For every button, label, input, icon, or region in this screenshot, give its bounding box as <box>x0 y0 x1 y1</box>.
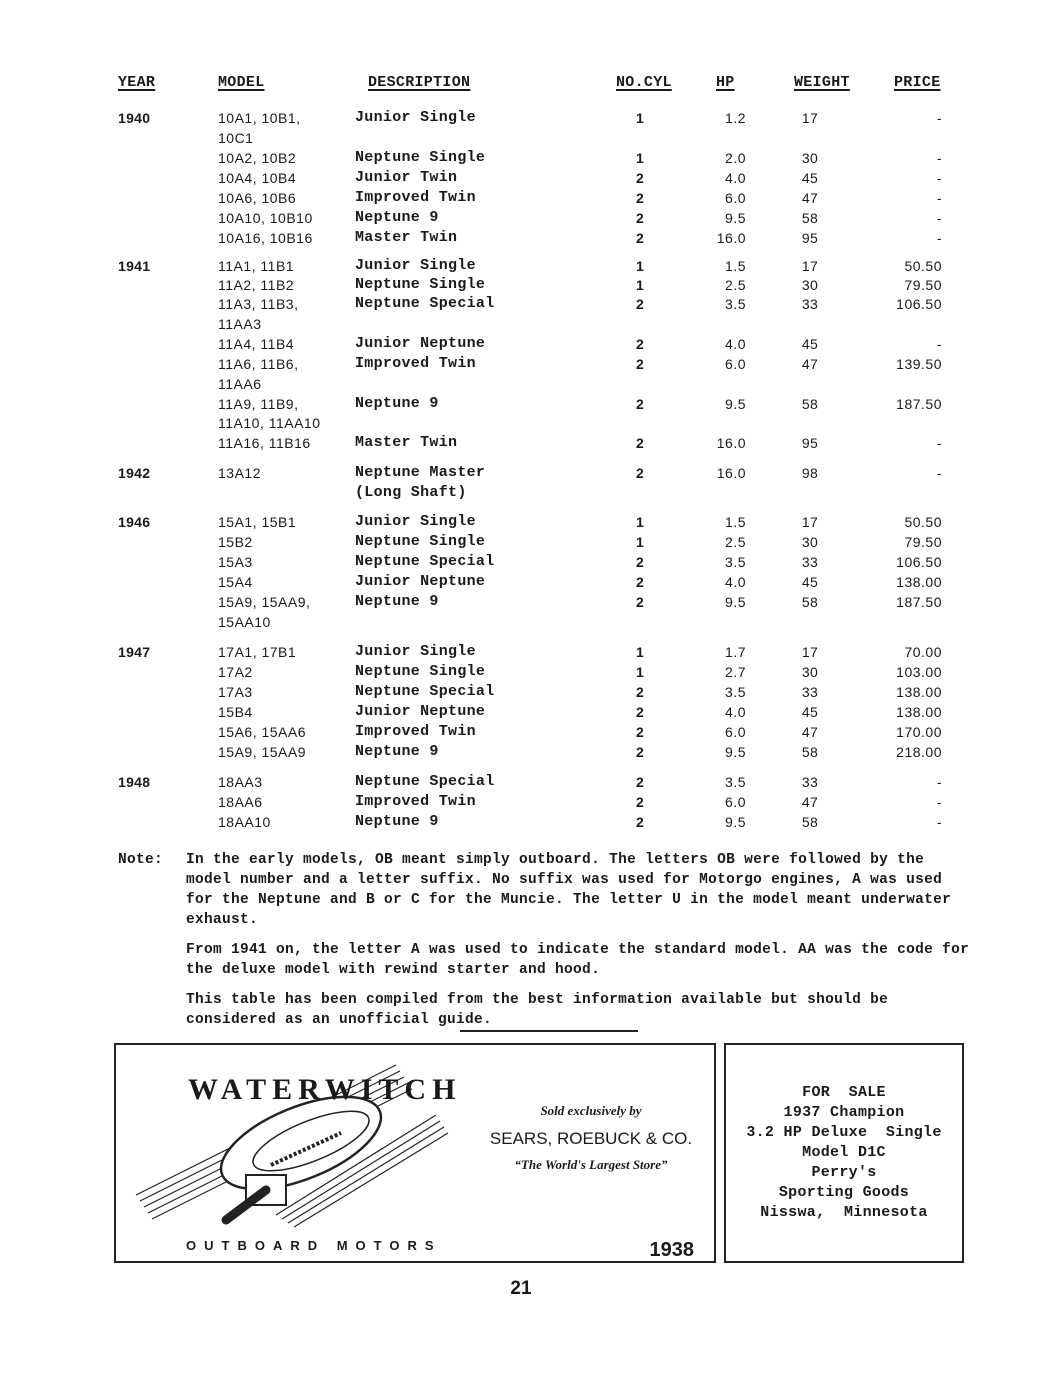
cell-model: 18AA10 <box>218 814 271 830</box>
cell-description: Neptune Special <box>355 295 495 312</box>
cell-description: Neptune Single <box>355 149 486 166</box>
cell-model: 11A16, 11B16 <box>218 435 311 451</box>
table-row <box>0 642 1042 662</box>
cell-weight: 30 <box>801 277 819 293</box>
header-model: MODEL <box>218 74 265 91</box>
table-row <box>0 463 1042 483</box>
cell-model: 11A4, 11B4 <box>218 336 295 352</box>
table-row <box>0 742 1042 762</box>
cell-no-cyl: 2 <box>635 296 645 312</box>
cell-price: - <box>936 190 942 206</box>
cell-weight: 17 <box>801 514 819 530</box>
header-no-cyl: NO.CYL <box>616 74 672 91</box>
cell-year: 1942 <box>118 465 151 481</box>
for-sale-line: 3.2 HP Deluxe Single <box>746 1124 942 1141</box>
header-description: DESCRIPTION <box>368 74 471 91</box>
cell-hp: 16.0 <box>716 230 746 246</box>
cell-hp: 4.0 <box>725 170 746 186</box>
note-paragraph: This table has been compiled from the best information available but should be considered as an unofficial guide. <box>186 992 889 1028</box>
cell-description: Neptune Special <box>355 553 495 570</box>
cell-price: - <box>936 110 942 126</box>
cell-model: 17A2 <box>218 664 253 680</box>
cell-no-cyl: 2 <box>635 744 645 760</box>
cell-weight: 47 <box>801 724 819 740</box>
cell-description: Neptune Special <box>355 773 495 790</box>
table-row <box>0 812 1042 832</box>
cell-weight: 58 <box>801 814 819 830</box>
cell-weight: 58 <box>801 396 819 412</box>
cell-weight: 98 <box>801 465 819 481</box>
for-sale-text <box>726 1083 962 1223</box>
cell-hp: 16.0 <box>716 435 746 451</box>
cell-hp: 6.0 <box>725 356 746 372</box>
cell-hp: 9.5 <box>725 594 746 610</box>
cell-hp: 2.5 <box>725 534 746 550</box>
cell-model: 11A9, 11B9, <box>218 396 299 412</box>
cell-hp: 16.0 <box>716 465 746 481</box>
cell-description: Neptune 9 <box>355 209 439 226</box>
cell-hp: 3.5 <box>725 554 746 570</box>
cell-description: (Long Shaft) <box>355 484 467 501</box>
ad-brand-name: WATERWITCH <box>188 1073 462 1106</box>
cell-price: - <box>936 336 942 352</box>
cell-description: Neptune 9 <box>355 593 439 610</box>
header-price: PRICE <box>894 74 941 91</box>
cell-no-cyl: 2 <box>635 794 645 810</box>
cell-price: - <box>936 814 942 830</box>
table-row <box>0 592 1042 612</box>
cell-weight: 58 <box>801 594 819 610</box>
cell-description: Master Twin <box>355 229 458 246</box>
table-row <box>0 294 1042 314</box>
cell-weight: 33 <box>801 774 819 790</box>
cell-model: 18AA6 <box>218 794 263 810</box>
for-sale-line: 1937 Champion <box>783 1104 905 1121</box>
cell-price: - <box>936 774 942 790</box>
table-row <box>0 334 1042 354</box>
table-row <box>0 275 1042 295</box>
ad-seller: SEARS, ROEBUCK & CO. <box>489 1129 693 1148</box>
cell-model: 10A6, 10B6 <box>218 190 297 206</box>
cell-price: 103.00 <box>896 664 942 680</box>
table-row <box>0 314 1042 334</box>
cell-price: 79.50 <box>904 534 942 550</box>
cell-hp: 6.0 <box>725 190 746 206</box>
table-row <box>0 662 1042 682</box>
cell-hp: 9.5 <box>725 744 746 760</box>
cell-price: 70.00 <box>904 644 942 660</box>
cell-hp: 6.0 <box>725 794 746 810</box>
table-row <box>0 552 1042 572</box>
cell-hp: 6.0 <box>725 724 746 740</box>
table-row <box>0 208 1042 228</box>
ad-year: 1938 <box>649 1239 694 1261</box>
cell-price: - <box>936 465 942 481</box>
table-row <box>0 772 1042 792</box>
cell-description: Junior Neptune <box>355 335 486 352</box>
cell-hp: 9.5 <box>725 210 746 226</box>
cell-model: 15AA10 <box>218 614 271 630</box>
table-row <box>0 682 1042 702</box>
cell-price: 50.50 <box>904 258 942 274</box>
cell-price: 138.00 <box>896 704 942 720</box>
cell-price: 187.50 <box>896 594 942 610</box>
cell-weight: 17 <box>801 110 819 126</box>
cell-model: 15A9, 15AA9 <box>218 744 307 760</box>
note-label: Note: <box>118 852 164 868</box>
cell-model: 11AA3 <box>218 316 262 332</box>
cell-no-cyl: 1 <box>635 514 645 530</box>
cell-weight: 30 <box>801 664 819 680</box>
cell-weight: 47 <box>801 356 819 372</box>
note-paragraph: In the early models, OB meant simply outboard. The letters OB were followed by the model number and a letter suffix. No suffix was used for Motorgo engines, A was used for the Neptune and B or C for the Muncie. The letter U in the model meant underwater exhaust. <box>186 852 952 928</box>
cell-price: 218.00 <box>896 744 942 760</box>
cell-description: Improved Twin <box>355 355 476 372</box>
cell-description: Neptune 9 <box>355 743 439 760</box>
cell-price: - <box>936 794 942 810</box>
cell-description: Junior Single <box>355 109 476 126</box>
cell-description: Junior Single <box>355 257 476 274</box>
cell-price: 50.50 <box>904 514 942 530</box>
cell-weight: 33 <box>801 684 819 700</box>
cell-no-cyl: 2 <box>635 684 645 700</box>
cell-model: 15A4 <box>218 574 253 590</box>
cell-model: 10A10, 10B10 <box>218 210 313 226</box>
cell-weight: 17 <box>801 258 819 274</box>
table-row <box>0 394 1042 414</box>
cell-weight: 47 <box>801 190 819 206</box>
cell-description: Neptune 9 <box>355 813 439 830</box>
cell-no-cyl: 2 <box>635 356 645 372</box>
cell-weight: 58 <box>801 210 819 226</box>
cell-model: 10A1, 10B1, <box>218 110 301 126</box>
table-row <box>0 148 1042 168</box>
cell-no-cyl: 2 <box>635 465 645 481</box>
cell-description: Neptune Single <box>355 276 486 293</box>
for-sale-line: FOR SALE <box>802 1084 886 1101</box>
cell-description: Neptune Master <box>355 464 486 481</box>
table-row <box>0 572 1042 592</box>
cell-no-cyl: 1 <box>635 110 645 126</box>
cell-model: 15A3 <box>218 554 253 570</box>
ad-footer: OUTBOARD MOTORS <box>186 1238 442 1253</box>
cell-no-cyl: 2 <box>635 170 645 186</box>
cell-model: 13A12 <box>218 465 261 481</box>
cell-description: Neptune Single <box>355 663 486 680</box>
cell-hp: 9.5 <box>725 814 746 830</box>
for-sale-line: Sporting Goods <box>778 1184 910 1201</box>
table-row <box>0 612 1042 632</box>
cell-year: 1941 <box>118 258 151 274</box>
table-row <box>0 702 1042 722</box>
cell-model: 15A9, 15AA9, <box>218 594 311 610</box>
cell-weight: 95 <box>801 435 819 451</box>
cell-model: 17A1, 17B1 <box>218 644 297 660</box>
table-row <box>0 188 1042 208</box>
table-row <box>0 354 1042 374</box>
cell-year: 1948 <box>118 774 151 790</box>
ad-slogan: “The World's Largest Store” <box>514 1157 668 1172</box>
cell-hp: 3.5 <box>725 774 746 790</box>
cell-description: Neptune 9 <box>355 395 439 412</box>
cell-model: 10C1 <box>218 130 254 146</box>
cell-no-cyl: 2 <box>635 190 645 206</box>
cell-model: 11A2, 11B2 <box>218 277 295 293</box>
cell-price: 79.50 <box>904 277 942 293</box>
cell-no-cyl: 1 <box>635 664 645 680</box>
cell-no-cyl: 2 <box>635 230 645 246</box>
cell-model: 18AA3 <box>218 774 263 790</box>
cell-price: 138.00 <box>896 574 942 590</box>
cell-description: Master Twin <box>355 434 458 451</box>
cell-hp: 1.5 <box>725 514 746 530</box>
cell-no-cyl: 2 <box>635 396 645 412</box>
waterwitch-advertisement <box>114 1043 716 1263</box>
table-row <box>0 228 1042 248</box>
cell-price: 106.50 <box>896 296 942 312</box>
cell-no-cyl: 2 <box>635 336 645 352</box>
cell-hp: 4.0 <box>725 704 746 720</box>
cell-description: Junior Single <box>355 513 476 530</box>
table-row <box>0 108 1042 128</box>
cell-no-cyl: 1 <box>635 534 645 550</box>
cell-no-cyl: 2 <box>635 435 645 451</box>
table-row <box>0 374 1042 394</box>
header-weight: WEIGHT <box>794 74 850 91</box>
cell-description: Neptune Special <box>355 683 495 700</box>
cell-year: 1940 <box>118 110 151 126</box>
cell-hp: 1.5 <box>725 258 746 274</box>
cell-model: 11AA6 <box>218 376 262 392</box>
cell-price: - <box>936 210 942 226</box>
header-year: YEAR <box>118 74 156 91</box>
cell-no-cyl: 2 <box>635 594 645 610</box>
header-hp: HP <box>716 74 735 91</box>
cell-hp: 4.0 <box>725 336 746 352</box>
cell-weight: 30 <box>801 150 819 166</box>
for-sale-box <box>724 1043 964 1263</box>
cell-no-cyl: 1 <box>635 644 645 660</box>
for-sale-line: Nisswa, Minnesota <box>760 1204 928 1221</box>
table-row <box>0 168 1042 188</box>
cell-model: 15B4 <box>218 704 253 720</box>
cell-model: 10A16, 10B16 <box>218 230 313 246</box>
cell-price: - <box>936 435 942 451</box>
cell-description: Neptune Single <box>355 533 486 550</box>
cell-no-cyl: 2 <box>635 814 645 830</box>
cell-no-cyl: 2 <box>635 774 645 790</box>
cell-price: 187.50 <box>896 396 942 412</box>
note-body <box>186 850 976 1040</box>
cell-no-cyl: 1 <box>635 258 645 274</box>
cell-price: - <box>936 150 942 166</box>
cell-weight: 47 <box>801 794 819 810</box>
cell-no-cyl: 2 <box>635 210 645 226</box>
table-row <box>0 792 1042 812</box>
cell-hp: 1.7 <box>725 644 746 660</box>
cell-hp: 4.0 <box>725 574 746 590</box>
cell-hp: 3.5 <box>725 684 746 700</box>
cell-price: 106.50 <box>896 554 942 570</box>
cell-weight: 33 <box>801 554 819 570</box>
cell-weight: 33 <box>801 296 819 312</box>
cell-price: 138.00 <box>896 684 942 700</box>
cell-description: Improved Twin <box>355 793 476 810</box>
cell-model: 15A1, 15B1 <box>218 514 297 530</box>
note-paragraph: From 1941 on, the letter A was used to indicate the standard model. AA was the code for the deluxe model with rewind starter and hood. <box>186 942 970 978</box>
cell-price: - <box>936 230 942 246</box>
cell-model: 10A4, 10B4 <box>218 170 297 186</box>
table-row <box>0 433 1042 453</box>
cell-description: Improved Twin <box>355 189 476 206</box>
cell-no-cyl: 2 <box>635 554 645 570</box>
cell-no-cyl: 1 <box>635 150 645 166</box>
cell-model: 11A6, 11B6, <box>218 356 299 372</box>
cell-model: 11A10, 11AA10 <box>218 415 321 431</box>
cell-model: 15A6, 15AA6 <box>218 724 307 740</box>
cell-hp: 2.0 <box>725 150 746 166</box>
cell-hp: 9.5 <box>725 396 746 412</box>
cell-model: 11A1, 11B1 <box>218 258 295 274</box>
cell-price: - <box>936 170 942 186</box>
ad-sold-by: Sold exclusively by <box>540 1103 642 1118</box>
cell-weight: 30 <box>801 534 819 550</box>
cell-hp: 2.7 <box>725 664 746 680</box>
cell-year: 1947 <box>118 644 151 660</box>
cell-weight: 58 <box>801 744 819 760</box>
cell-weight: 95 <box>801 230 819 246</box>
cell-hp: 2.5 <box>725 277 746 293</box>
cell-no-cyl: 1 <box>635 277 645 293</box>
cell-model: 17A3 <box>218 684 253 700</box>
table-row <box>0 128 1042 148</box>
cell-no-cyl: 2 <box>635 724 645 740</box>
cell-description: Junior Twin <box>355 169 458 186</box>
cell-weight: 45 <box>801 704 819 720</box>
cell-no-cyl: 2 <box>635 574 645 590</box>
table-row <box>0 532 1042 552</box>
cell-weight: 17 <box>801 644 819 660</box>
cell-model: 15B2 <box>218 534 253 550</box>
cell-weight: 45 <box>801 574 819 590</box>
for-sale-line: Perry's <box>811 1164 877 1181</box>
table-row <box>0 256 1042 276</box>
table-row <box>0 722 1042 742</box>
cell-hp: 3.5 <box>725 296 746 312</box>
table-row <box>0 413 1042 433</box>
note-underline-rule <box>460 1030 638 1032</box>
cell-price: 170.00 <box>896 724 942 740</box>
cell-description: Junior Neptune <box>355 703 486 720</box>
cell-description: Improved Twin <box>355 723 476 740</box>
table-row <box>0 512 1042 532</box>
cell-description: Junior Single <box>355 643 476 660</box>
cell-hp: 1.2 <box>725 110 746 126</box>
cell-weight: 45 <box>801 170 819 186</box>
page-number: 21 <box>510 1278 532 1299</box>
cell-price: 139.50 <box>896 356 942 372</box>
cell-model: 11A3, 11B3, <box>218 296 299 312</box>
cell-model: 10A2, 10B2 <box>218 150 297 166</box>
cell-year: 1946 <box>118 514 151 530</box>
cell-description: Junior Neptune <box>355 573 486 590</box>
cell-no-cyl: 2 <box>635 704 645 720</box>
cell-weight: 45 <box>801 336 819 352</box>
table-row <box>0 483 1042 503</box>
for-sale-line: Model D1C <box>802 1144 886 1161</box>
